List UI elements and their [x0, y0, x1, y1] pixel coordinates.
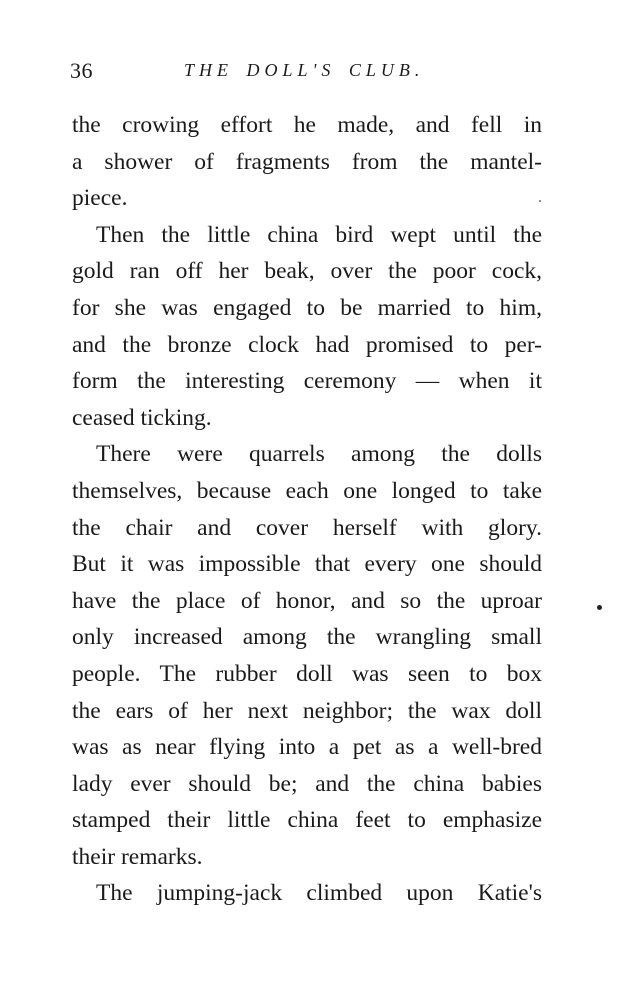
body-text	[72, 107, 542, 912]
text-line: There were quarrels among the dolls	[96, 441, 542, 468]
text-line: people. The rubber doll was seen to box	[72, 660, 542, 687]
ink-speck	[539, 200, 541, 202]
page-header	[70, 58, 550, 88]
text-line: ceased ticking.	[72, 404, 212, 431]
text-line: the chair and cover herself with glory.	[72, 514, 542, 541]
running-title: THE DOLL'S CLUB.	[184, 60, 425, 80]
text-line: form the interesting ceremony — when it	[72, 368, 542, 395]
text-line: have the place of honor, and so the uproar	[72, 587, 542, 614]
text-line: gold ran off her beak, over the poor cock,	[72, 258, 542, 285]
text-line: for she was engaged to be married to him,	[72, 294, 542, 321]
text-line: lady ever should be; and the china babies	[72, 770, 542, 797]
text-line: their remarks.	[72, 843, 203, 870]
text-line: the crowing effort he made, and fell in	[72, 112, 542, 138]
text-line: themselves, because each one longed to take	[72, 477, 542, 504]
ink-speck	[597, 605, 602, 610]
text-line: stamped their little china feet to emphasize	[72, 807, 542, 834]
text-line: But it was impossible that every one should	[72, 551, 542, 578]
text-line: and the bronze clock had promised to per-	[72, 331, 542, 358]
text-line: a shower of fragments from the mantel-	[72, 148, 542, 175]
text-line: The jumping-jack climbed upon Katie's	[96, 880, 542, 907]
text-line: was as near flying into a pet as a well-bred	[72, 734, 542, 761]
text-line: the ears of her next neighbor; the wax doll	[72, 697, 542, 724]
text-line: Then the little china bird wept until the	[96, 221, 542, 248]
page-number: 36	[70, 58, 93, 83]
text-line: piece.	[72, 185, 128, 212]
text-line: only increased among the wrangling small	[72, 624, 542, 651]
